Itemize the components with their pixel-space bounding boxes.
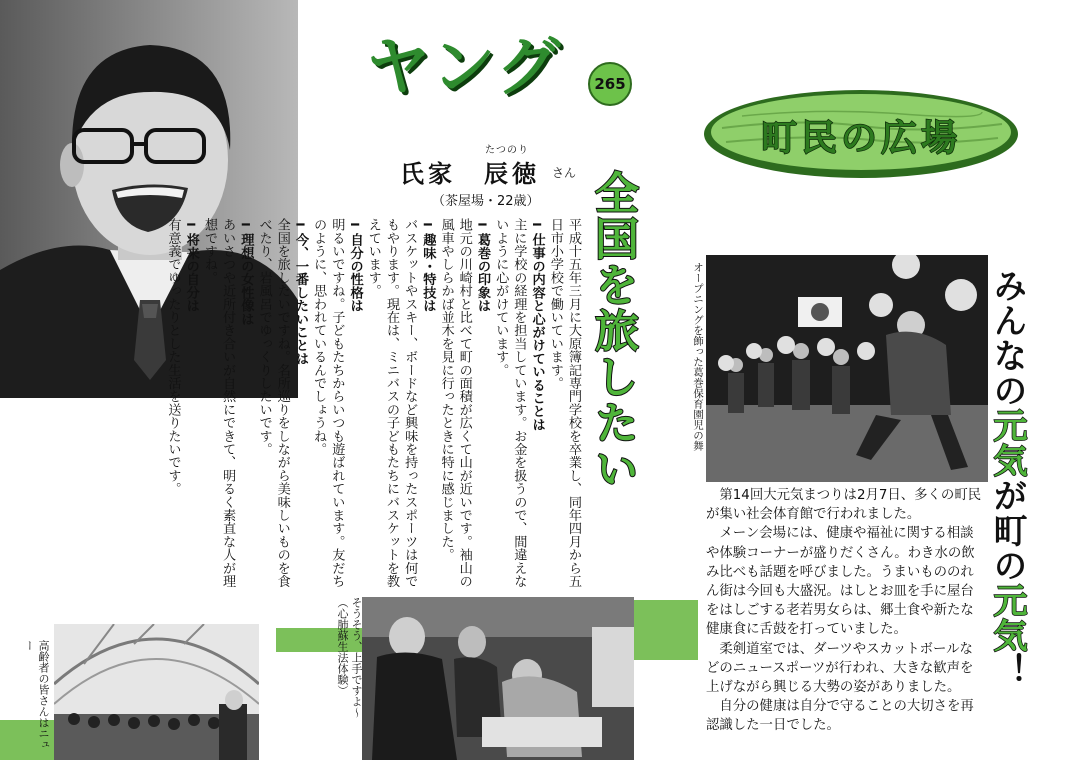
headline-text: ！ [987, 653, 1027, 688]
question-heading: ━将来の自分は [183, 218, 199, 313]
festival-article [706, 486, 986, 736]
elderly-sports-photo [54, 624, 259, 760]
plaza-title: 町民の広場 [760, 118, 961, 159]
young-title: ヤング [366, 31, 563, 105]
person-name: 氏家 辰徳 [400, 160, 540, 188]
question-heading: ━自分の性格は [347, 218, 363, 313]
issue-number-badge: 265 [588, 62, 632, 106]
paragraph: 地元の川崎村と比べて町の面積が広くて山が近いです。袖山の風車やしらかば並木を見に行ったときに特に感じました。 [438, 218, 472, 588]
paragraph: 全国を旅したいですね。名所巡りをしながら美味しいものを食べたり、岩風呂でゆっくりしたいです。 [256, 218, 290, 588]
question-heading: ━理想の女性像は [238, 218, 254, 326]
paragraph: あいさつや近所付き合いが自然にできて、明るく素直な人が理想ですね。 [201, 218, 236, 588]
headline-text: みんなの [987, 268, 1027, 408]
interview-article [165, 218, 582, 588]
paragraph: 有意義でゆったりとした生活を送りたいです。 [165, 218, 181, 496]
question-heading: ━趣味・特技は [420, 218, 436, 313]
accent-bar [632, 600, 698, 660]
paragraph: 明るいですね。子どもたちからいつも遊ばれています。友だちのように、思われているんでしょうね。 [311, 218, 345, 588]
paragraph: バスケットやスキー、ボードなど興味を持ったスポーツは何でもやります。現在は、ミニバスの子どもたちにバスケットを教えています。 [365, 218, 418, 588]
name-ruby: たつのり [485, 145, 529, 156]
headline-genki [988, 268, 1026, 688]
cpr-training-photo [362, 597, 634, 760]
person-location-age: （茶屋場・22歳） [432, 194, 540, 209]
headline-highlight: 元気 [987, 583, 1027, 653]
paragraph: 自分の健康は自分で守ることの大切さを再認識した一日でした。 [706, 699, 974, 734]
paragraph: 第14回大元気まつりは2月7日、多くの町民が集い社会体育館で行われました。 [706, 488, 982, 523]
dance-photo-caption: オープニングを飾った葛巻保育園児の舞 [692, 262, 704, 451]
paragraph: 主に学校の経理を担当しています。お金を扱うので、間違えないように心がけています。 [493, 218, 527, 588]
question-heading: ━葛巻の印象は [474, 218, 490, 313]
children-dance-photo [706, 255, 988, 482]
question-heading: ━仕事の内容と心がけていることは [529, 218, 545, 431]
question-heading: ━今、一番したいことは [292, 218, 308, 365]
headline-travel-nationwide: 全国を旅したい [587, 170, 638, 492]
paragraph: 柔剣道室では、ダーツやスカットボールなどのニュースポーツが行われ、大きな歓声を上げながら興じる大勢の姿がありました。 [706, 641, 974, 696]
paragraph: メーン会場には、健康や福祉に関する相談や体験コーナーが盛りだくさん。わき水の飲み比べも話題を呼びました。うまいもののれん街は今回も大盛況。はしとお皿を手に屋台をはしごする老若男女らは、郷土食や新たな健康食に舌鼓を打っていました。 [706, 526, 975, 638]
paragraph: 平成十五年三月に大原簿記専門学校を卒業し、同年四月から五日市小学校で働いています。 [547, 218, 581, 588]
cpr-photo-caption: そうそう、上手ですよ～（心肺蘇生法体験） [336, 597, 363, 718]
headline-highlight: 元気 [987, 408, 1027, 478]
elderly-photo-caption: 高齢者の皆さんはニュー [23, 640, 50, 750]
headline-text: が町の [987, 478, 1027, 583]
name-honorific: さん [552, 166, 577, 180]
